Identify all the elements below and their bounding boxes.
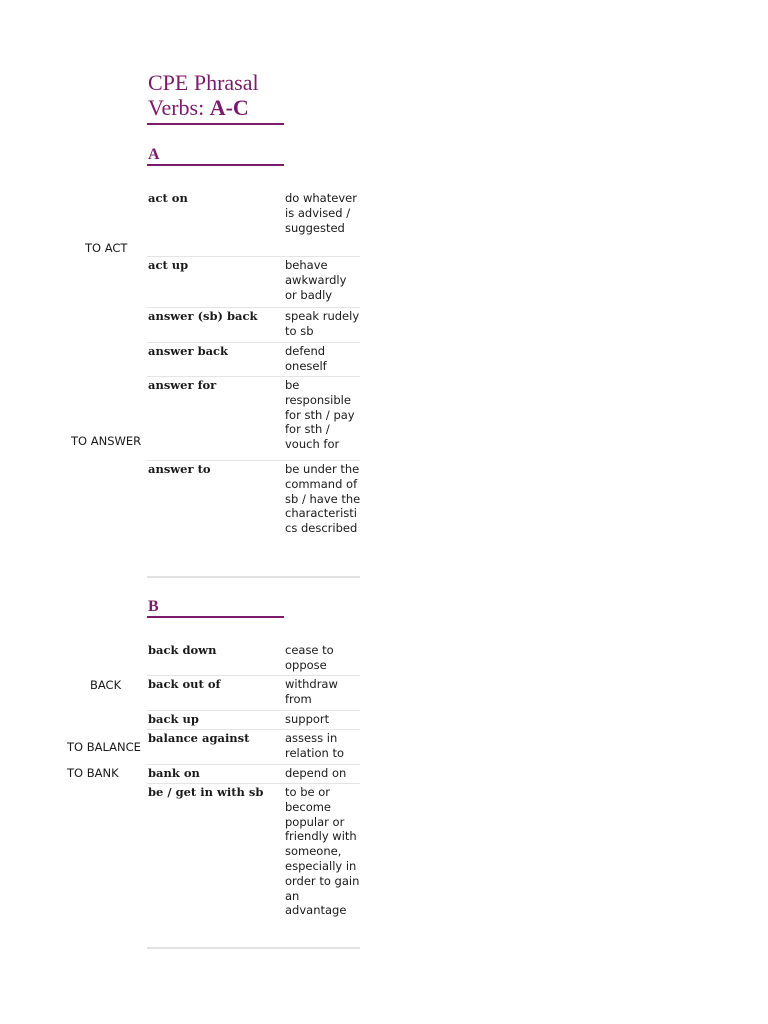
row-separator [147, 764, 360, 765]
definition-answer-back: defend oneself [285, 344, 327, 373]
definition-be-get-in-with-sb: to be or become popular or friendly with someone, especially in order to gain an advantage [285, 785, 360, 918]
term-back-out-of: back out of [148, 677, 221, 691]
row-separator [147, 256, 360, 257]
term-answer-back: answer back [148, 344, 229, 358]
title-line-2-prefix: Verbs: [148, 95, 210, 120]
page-title [148, 70, 288, 120]
row-separator [147, 342, 360, 343]
term-back-down: back down [148, 643, 217, 657]
side-label-to-answer: TO ANSWER [71, 434, 142, 448]
term-act-up: act up [148, 258, 189, 272]
row-separator [147, 783, 360, 784]
definition-bank-on: depend on [285, 766, 347, 780]
title-line-2 [148, 95, 288, 120]
side-label-to-balance: TO BALANCE [67, 740, 141, 754]
title-line-2-bold: A-C [209, 95, 249, 120]
term-answer-sb-back: answer (sb) back [148, 309, 258, 323]
definition-back-out-of: withdraw from [285, 677, 338, 706]
section-b-table-end [147, 947, 360, 949]
side-label-back: BACK [90, 678, 122, 692]
definition-back-up: support [285, 712, 330, 726]
definition-back-down: cease to oppose [285, 643, 334, 672]
definition-answer-sb-back: speak rudely to sb [285, 309, 360, 338]
definition-act-up: behave awkwardly or badly [285, 258, 347, 302]
row-separator [147, 710, 360, 711]
row-separator [147, 675, 360, 676]
side-label-to-act: TO ACT [85, 241, 128, 255]
term-bank-on: bank on [148, 766, 200, 780]
term-be-get-in-with-sb: be / get in with sb [148, 785, 264, 799]
title-underline [147, 123, 284, 125]
row-separator [147, 307, 360, 308]
row-separator [147, 460, 360, 461]
term-answer-for: answer for [148, 378, 217, 392]
row-separator [147, 729, 360, 730]
definition-answer-to: be under the command of sb / have the characteristi cs described [285, 462, 361, 536]
section-a-table-end [147, 576, 360, 578]
row-separator [147, 376, 360, 377]
term-balance-against: balance against [148, 731, 250, 745]
title-line-1: CPE Phrasal [148, 70, 259, 95]
definition-answer-for: be responsible for sth / pay for sth / vouch for [285, 378, 355, 452]
section-b-underline [147, 616, 284, 618]
term-act-on: act on [148, 191, 188, 205]
definition-act-on: do whatever is advised / suggested [285, 191, 357, 235]
side-label-to-bank: TO BANK [67, 766, 119, 780]
section-heading-a: A [148, 146, 160, 163]
section-heading-b: B [148, 598, 159, 615]
term-back-up: back up [148, 712, 199, 726]
section-a-underline [147, 164, 284, 166]
term-answer-to: answer to [148, 462, 211, 476]
definition-balance-against: assess in relation to [285, 731, 345, 760]
